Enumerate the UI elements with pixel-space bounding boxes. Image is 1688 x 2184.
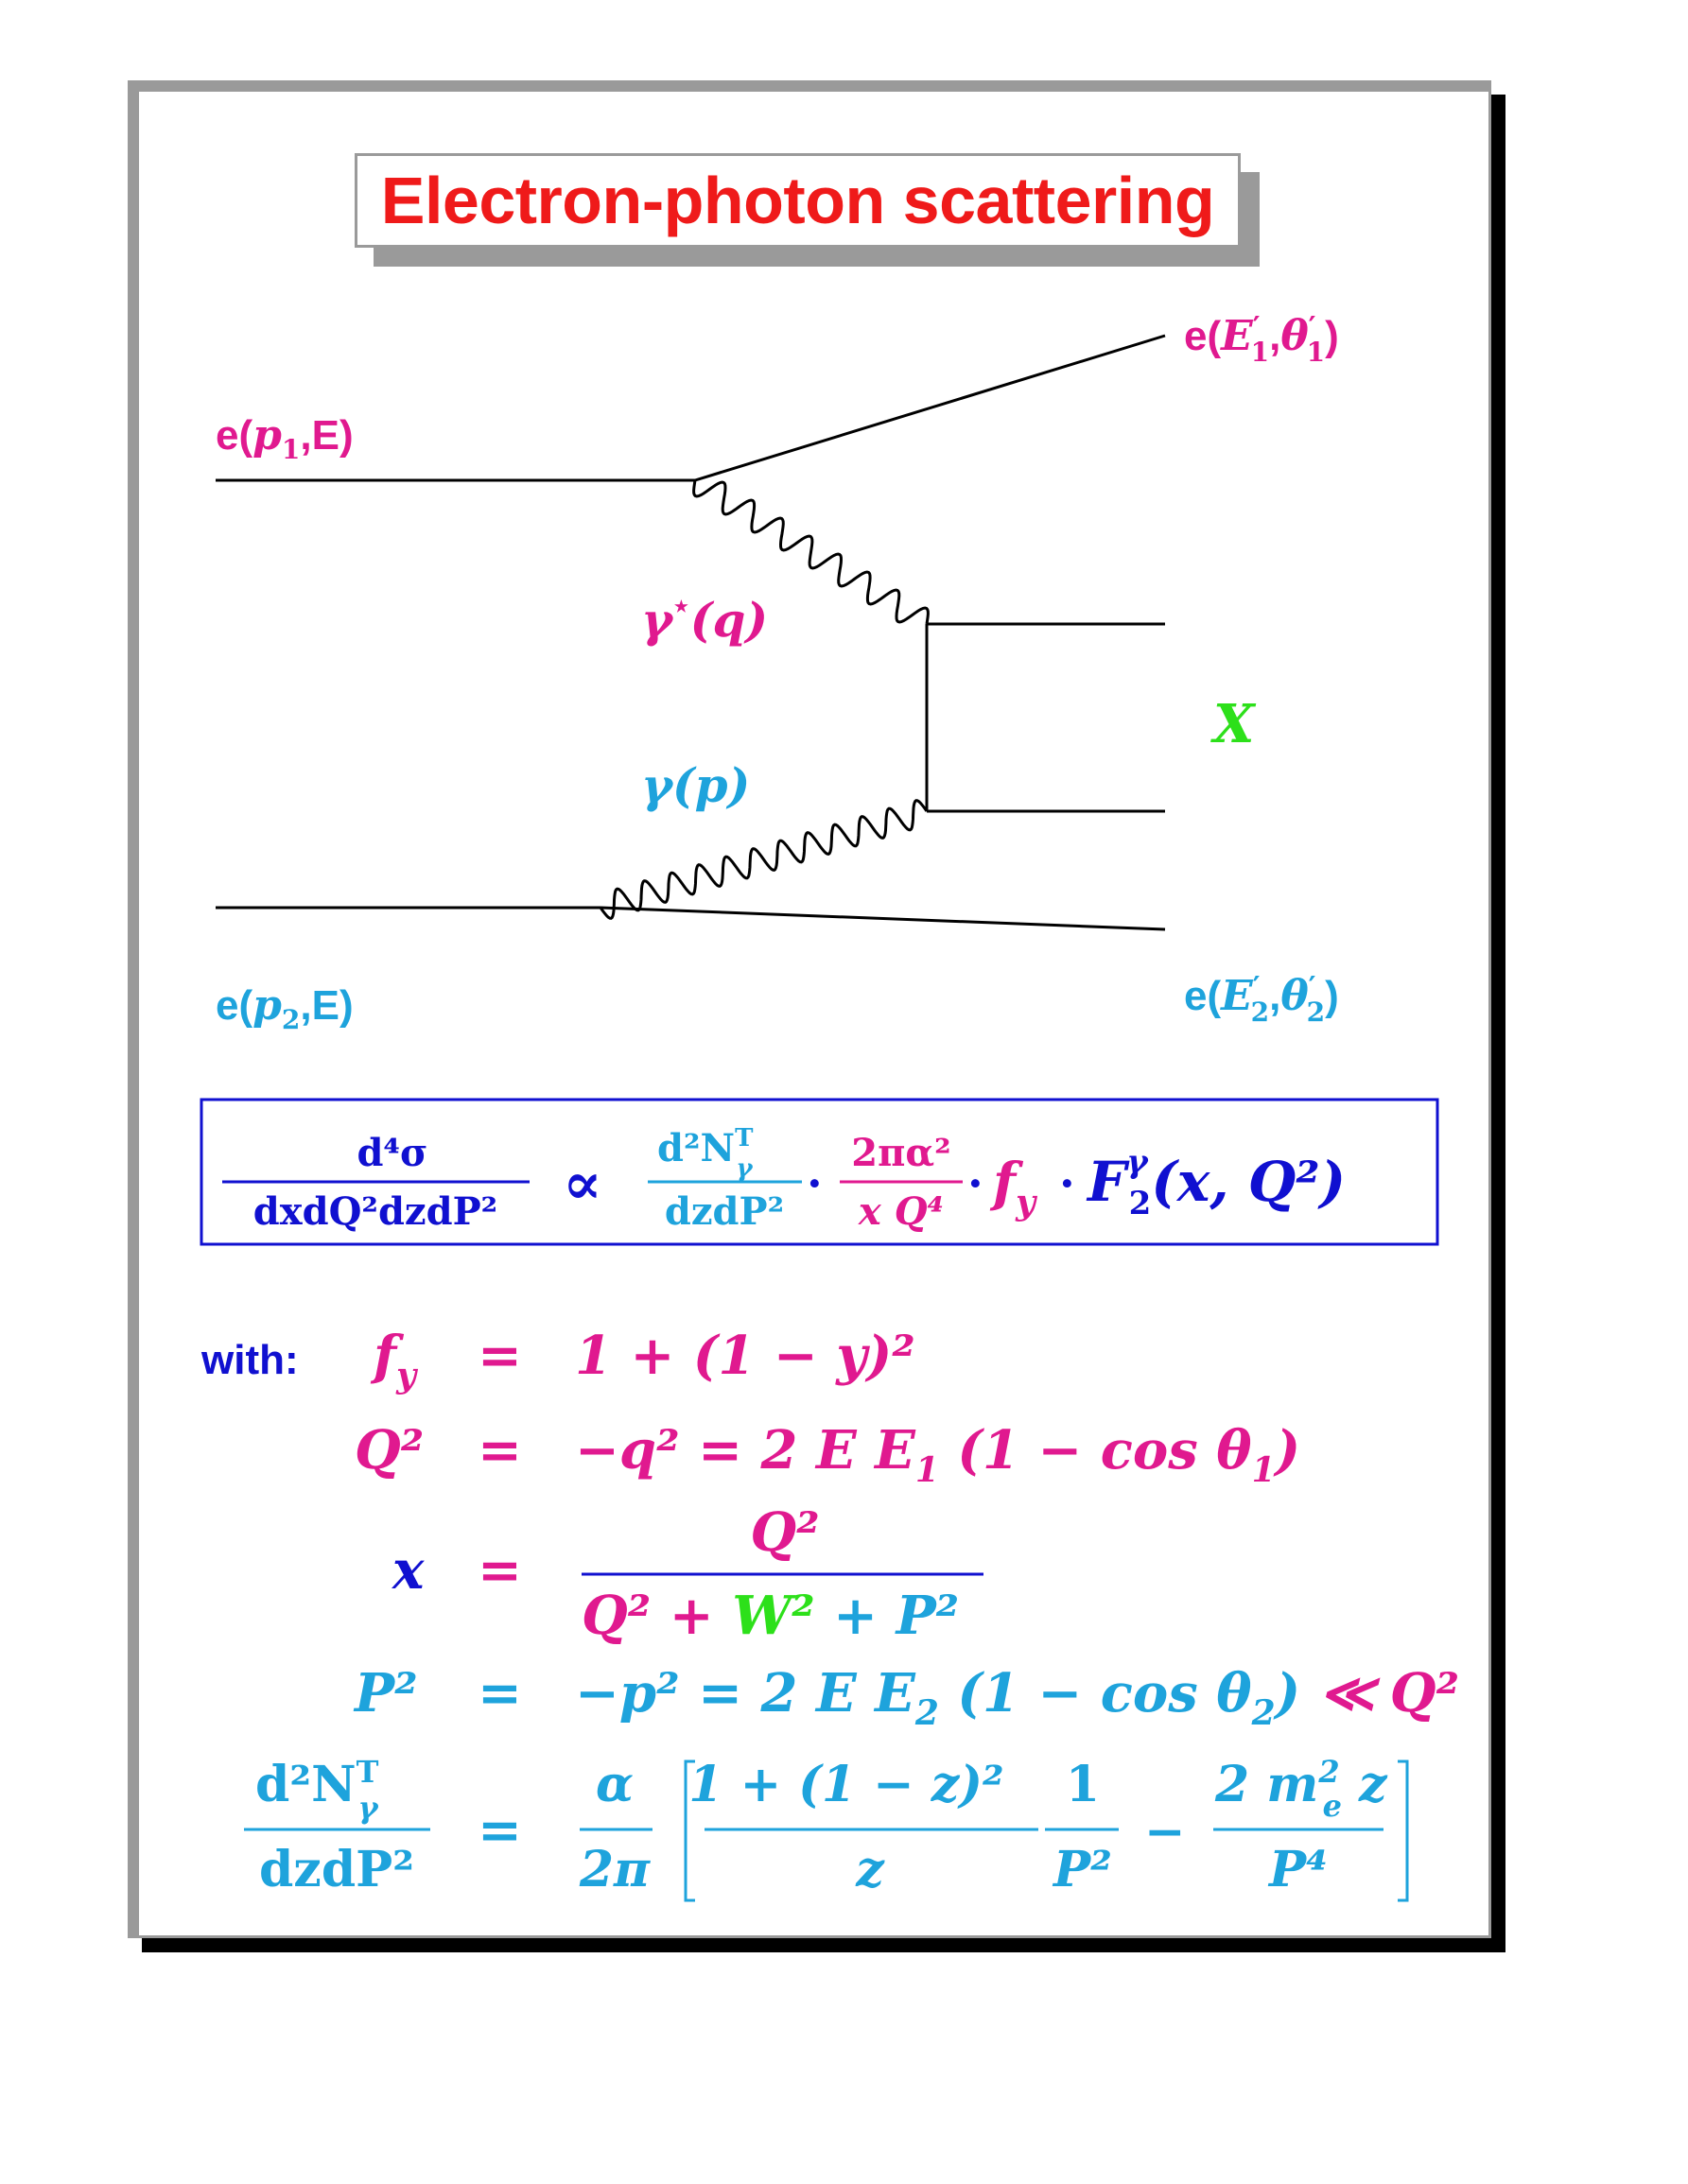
def-term1-den: z: [856, 1841, 884, 1898]
definitions: [200, 1325, 1459, 1900]
coupling-denominator: x Q⁴: [858, 1189, 945, 1234]
flux-numerator: $d^2N^T$ γ: [657, 1124, 754, 1183]
bracket-right: [1398, 1761, 1407, 1900]
def-fy-eq: =: [478, 1325, 522, 1387]
def-x-eq: =: [478, 1539, 522, 1602]
dot-2: ·: [967, 1157, 983, 1210]
def-term1-num: 1 + (1 − z)²: [688, 1756, 1004, 1813]
def-P2-rhs: −p² = 2 E $E_2$ $(1 - \cos \theta_2)$ ≪ Q²: [575, 1662, 1460, 1733]
dot-1: ·: [807, 1157, 823, 1210]
def-minus: −: [1144, 1803, 1186, 1861]
coupling-numerator: 2πα²: [851, 1131, 951, 1175]
def-x-denominator: Q² + W² + P²: [582, 1585, 960, 1647]
label-incoming-top: $e(p_1,E)$: [216, 411, 354, 465]
def-term2-num: 1: [1065, 1756, 1101, 1813]
def-x-numerator: Q²: [750, 1501, 820, 1564]
slide-title: Electron-photon scattering: [380, 164, 1215, 237]
def-term3-den: P⁴: [1269, 1841, 1328, 1898]
electron-line-outgoing-top: [695, 336, 1165, 480]
flux-denominator: dzdP²: [664, 1189, 785, 1234]
fy-factor: $f_y$: [993, 1152, 1036, 1222]
propto-symbol: ∝: [563, 1149, 602, 1218]
def-Q2-rhs: −q² = 2 E $E_1$ $(1 - \cos \theta_1)$: [575, 1419, 1301, 1490]
def-Q2-lhs: Q²: [355, 1419, 425, 1482]
def-P2-lhs: P²: [355, 1662, 418, 1725]
label-outgoing-bottom: e(E′ 2,θ′ 2): [1184, 971, 1339, 1028]
def-fy-lhs: $f_y$: [374, 1325, 417, 1395]
def-term2-den: P²: [1053, 1841, 1112, 1898]
with-label: with:: [201, 1337, 299, 1383]
lhs-numerator: d⁴σ: [357, 1131, 428, 1175]
def-flux-lhs-num: $d^2N^T$ γ: [255, 1754, 379, 1826]
electron-line-outgoing-bottom: [600, 908, 1165, 929]
cross-section-formula: [222, 1124, 1346, 1234]
F2-structure-function: $F^\gamma$ 2(x, Q²): [1088, 1143, 1347, 1222]
def-Q2-eq: =: [478, 1419, 522, 1482]
lhs-denominator: dxdQ²dzdP²: [252, 1189, 498, 1234]
def-x-lhs: x: [392, 1539, 425, 1602]
label-virtual-photon: γ⋆(q): [641, 590, 769, 648]
def-flux-lhs-den: dzdP²: [258, 1841, 415, 1898]
dot-3: ·: [1059, 1157, 1075, 1210]
label-hadronic-system: X: [1213, 693, 1255, 755]
def-flux-pref-num: α: [595, 1756, 635, 1813]
label-quasi-real-photon: γ(p): [641, 757, 751, 813]
label-incoming-bottom: $e(p_2,E)$: [216, 981, 354, 1035]
def-term3-num: 2 $m^2$ e z: [1215, 1754, 1387, 1824]
def-fy-rhs: 1 + (1 − y)²: [575, 1325, 915, 1387]
def-P2-eq: =: [478, 1662, 522, 1725]
quasi-real-photon-wave: [600, 801, 927, 919]
label-outgoing-top: e(E′ 1,θ′ 1): [1184, 311, 1339, 368]
def-flux-pref-den: 2π: [579, 1841, 651, 1898]
def-flux-eq: =: [478, 1799, 522, 1862]
